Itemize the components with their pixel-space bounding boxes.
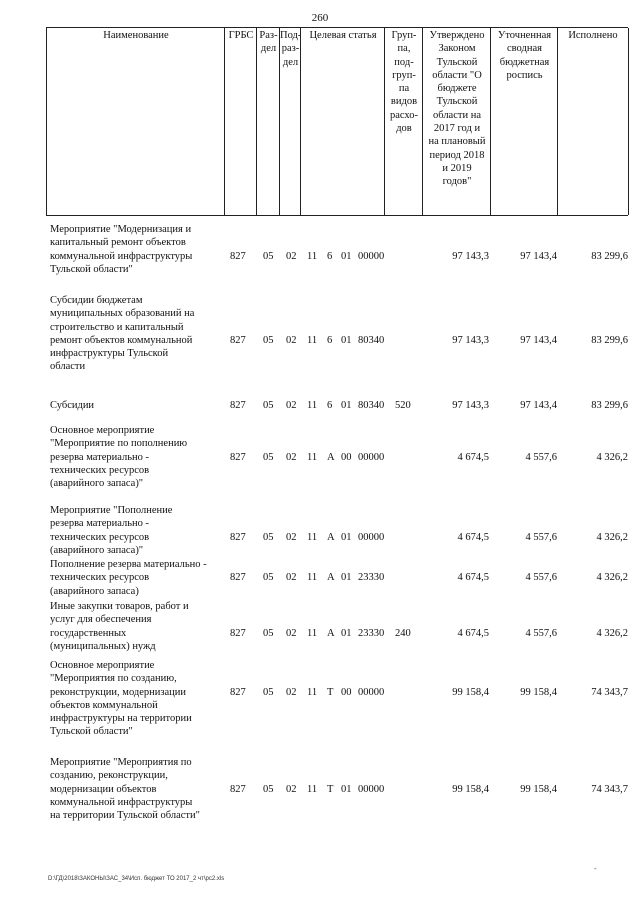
- header-name: Наименование: [46, 28, 225, 215]
- row-name: Мероприятие "Мероприятия по созданию, реконструкции, модернизации объектов коммунальной инфраструктуры на территории Тульской области": [50, 757, 200, 822]
- row-name: Субсидии: [50, 400, 95, 411]
- grbs-cell: 827: [230, 686, 246, 698]
- group-cell: 520: [395, 400, 411, 411]
- target-program-cell: 11: [307, 531, 318, 543]
- target-event-cell: 00: [341, 451, 352, 463]
- target-event-cell: 01: [341, 783, 352, 795]
- target-event-cell: 00: [341, 686, 352, 698]
- row-name: Субсидии бюджетам муниципальных образований на строительство и капитальный ремонт объектов коммунальной инфраструктуры Тульской области: [50, 295, 195, 373]
- razdel-cell: 05: [263, 250, 274, 262]
- target-event-cell: 01: [341, 531, 352, 543]
- target-subprogram-cell: 6: [327, 400, 333, 411]
- header-razdel: Раз- дел: [256, 28, 280, 215]
- grbs-cell: 827: [230, 400, 246, 411]
- podrazdel-cell: 02: [286, 334, 297, 346]
- refined-cell: 4 557,6: [525, 572, 557, 584]
- target-program-cell: 11: [307, 572, 318, 584]
- podrazdel-cell: 02: [286, 686, 297, 698]
- target-code-cell: 00000: [358, 686, 385, 698]
- executed-cell: 83 299,6: [591, 334, 628, 346]
- target-code-cell: 00000: [358, 250, 385, 262]
- approved-cell: 4 674,5: [457, 451, 489, 463]
- podrazdel-cell: 02: [286, 451, 297, 463]
- target-program-cell: 11: [307, 250, 318, 262]
- executed-cell: 4 326,2: [596, 451, 628, 463]
- approved-cell: 4 674,5: [457, 627, 489, 639]
- grbs-cell: 827: [230, 572, 246, 584]
- target-code-cell: 80340: [358, 400, 385, 411]
- row-name: Мероприятие "Пополнение резерва материально - технических ресурсов (аварийного запаса)": [50, 505, 173, 556]
- razdel-cell: 05: [263, 572, 274, 584]
- target-subprogram-cell: А: [327, 572, 335, 584]
- executed-cell: 4 326,2: [596, 531, 628, 543]
- row-name: Основное мероприятие "Мероприятия по созданию, реконструкции, модернизации объектов коммунальной инфраструктуры на территории Тульской области": [50, 660, 192, 738]
- razdel-cell: 05: [263, 400, 274, 411]
- target-subprogram-cell: А: [327, 627, 335, 639]
- approved-cell: 99 158,4: [452, 686, 489, 698]
- approved-cell: 4 674,5: [457, 572, 489, 584]
- target-code-cell: 23330: [358, 572, 385, 584]
- target-event-cell: 01: [341, 572, 352, 584]
- row-name: Иные закупки товаров, работ и услуг для обеспечения государственных (муниципальных) нужд: [50, 601, 189, 652]
- approved-cell: 99 158,4: [452, 783, 489, 795]
- target-subprogram-cell: Т: [327, 783, 334, 795]
- header-podrazdel: Под- раз- дел: [279, 28, 301, 215]
- refined-cell: 4 557,6: [525, 531, 557, 543]
- header-target: Целевая статья: [300, 28, 385, 215]
- razdel-cell: 05: [263, 686, 274, 698]
- target-event-cell: 01: [341, 627, 352, 639]
- target-subprogram-cell: А: [327, 531, 335, 543]
- row-name: Основное мероприятие "Мероприятие по пополнению резерва материально - технических ресурсов (аварийного запаса)": [50, 425, 188, 490]
- razdel-cell: 05: [263, 783, 274, 795]
- approved-cell: 97 143,3: [452, 400, 489, 411]
- target-code-cell: 23330: [358, 627, 385, 639]
- executed-cell: 4 326,2: [596, 572, 628, 584]
- podrazdel-cell: 02: [286, 627, 297, 639]
- approved-cell: 4 674,5: [457, 531, 489, 543]
- executed-cell: 4 326,2: [596, 627, 628, 639]
- refined-cell: 97 143,4: [520, 400, 557, 411]
- row-name: Пополнение резерва материально - технических ресурсов (аварийного запаса): [50, 559, 207, 597]
- refined-cell: 4 557,6: [525, 451, 557, 463]
- executed-cell: 74 343,7: [591, 783, 628, 795]
- header-group: Груп- па, под- груп- па видов расхо- дов: [384, 28, 423, 215]
- target-event-cell: 01: [341, 400, 352, 411]
- target-code-cell: 00000: [358, 783, 385, 795]
- grbs-cell: 827: [230, 334, 246, 346]
- target-event-cell: 01: [341, 334, 352, 346]
- approved-cell: 97 143,3: [452, 250, 489, 262]
- razdel-cell: 05: [263, 451, 274, 463]
- target-program-cell: 11: [307, 627, 318, 639]
- refined-cell: 4 557,6: [525, 627, 557, 639]
- target-event-cell: 01: [341, 250, 352, 262]
- podrazdel-cell: 02: [286, 783, 297, 795]
- grbs-cell: 827: [230, 531, 246, 543]
- razdel-cell: 05: [263, 334, 274, 346]
- target-subprogram-cell: А: [327, 451, 335, 463]
- target-code-cell: 80340: [358, 334, 385, 346]
- header-grbs: ГРБС: [224, 28, 257, 215]
- target-program-cell: 11: [307, 686, 318, 698]
- target-code-cell: 00000: [358, 531, 385, 543]
- header-refined: Уточненная сводная бюджетная роспись: [490, 28, 558, 215]
- executed-cell: 74 343,7: [591, 686, 628, 698]
- refined-cell: 97 143,4: [520, 334, 557, 346]
- target-subprogram-cell: Т: [327, 686, 334, 698]
- grbs-cell: 827: [230, 250, 246, 262]
- approved-cell: 97 143,3: [452, 334, 489, 346]
- header-executed: Исполнено: [557, 28, 629, 215]
- refined-cell: 97 143,4: [520, 250, 557, 262]
- table-header: [46, 27, 628, 216]
- row-name: Мероприятие "Модернизация и капитальный ремонт объектов коммунальной инфраструктуры Тульской области": [50, 224, 193, 275]
- target-program-cell: 11: [307, 451, 318, 463]
- target-subprogram-cell: 6: [327, 334, 333, 346]
- podrazdel-cell: 02: [286, 572, 297, 584]
- refined-cell: 99 158,4: [520, 783, 557, 795]
- podrazdel-cell: 02: [286, 400, 297, 411]
- header-approved: Утверждено Законом Тульской области "О бюджете Тульской области на 2017 год и на плановый период 2018 и 2019 годов": [422, 28, 491, 215]
- target-program-cell: 11: [307, 783, 318, 795]
- file-path-footer: D:\ГД\2018\ЗАКОНЫ\ЗАС_34\Исп. бюджет ТО 2017_2 чт\рс2.xls: [48, 876, 225, 882]
- grbs-cell: 827: [230, 627, 246, 639]
- executed-cell: 83 299,6: [591, 400, 628, 411]
- grbs-cell: 827: [230, 451, 246, 463]
- razdel-cell: 05: [263, 627, 274, 639]
- target-code-cell: 00000: [358, 451, 385, 463]
- page-number: 260: [311, 12, 329, 24]
- podrazdel-cell: 02: [286, 531, 297, 543]
- grbs-cell: 827: [230, 783, 246, 795]
- target-subprogram-cell: 6: [327, 250, 333, 262]
- refined-cell: 99 158,4: [520, 686, 557, 698]
- target-program-cell: 11: [307, 400, 318, 411]
- corner-mark: -: [594, 864, 597, 873]
- razdel-cell: 05: [263, 531, 274, 543]
- executed-cell: 83 299,6: [591, 250, 628, 262]
- target-program-cell: 11: [307, 334, 318, 346]
- podrazdel-cell: 02: [286, 250, 297, 262]
- group-cell: 240: [395, 627, 411, 639]
